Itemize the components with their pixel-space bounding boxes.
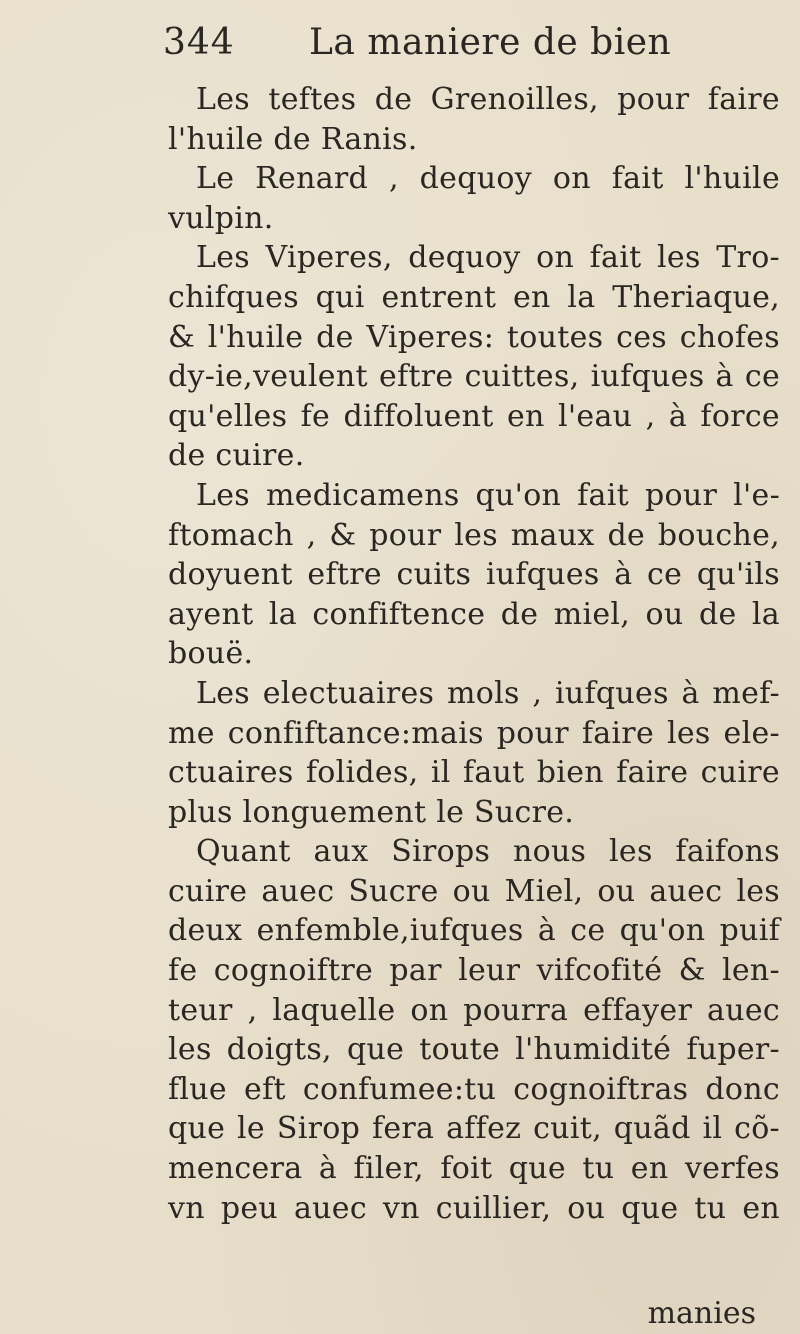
text-line: mencera à filer, foit que tu en verfes (168, 1151, 780, 1187)
text-line: les doigts, que toute l'humidité fuper- (168, 1032, 780, 1068)
text-line: ayent la confiftence de miel, ou de la (168, 596, 780, 632)
running-head: La maniere de bien (309, 22, 672, 63)
text-line: teur , laquelle on pourra effayer auec (168, 992, 780, 1028)
text-line: Le Renard , dequoy on fait l'huile (196, 161, 780, 197)
body-text (168, 80, 780, 1228)
text-line: chifques qui entrent en la Theriaque, (168, 279, 780, 315)
text-line: doyuent eftre cuits iufques à ce qu'ils (168, 557, 780, 593)
text-line: & l'huile de Viperes: toutes ces chofes (168, 319, 780, 355)
text-line: dy-ie,veulent eftre cuittes, iufques à ce (168, 359, 780, 395)
text-line: Les Viperes, dequoy on fait les Tro- (196, 240, 780, 276)
text-line: ftomach , & pour les maux de bouche, (168, 517, 780, 553)
text-line: vn peu auec vn cuillier, ou que tu en (168, 1190, 780, 1226)
text-line: me confiftance:mais pour faire les ele- (168, 715, 780, 751)
text-line: Les teftes de Grenoilles, pour faire (196, 82, 780, 117)
text-line: plus longuement le Sucre. (168, 794, 575, 830)
text-line: de cuire. (168, 438, 305, 474)
catchword: manies (647, 1296, 756, 1331)
page-header (163, 22, 763, 72)
text-line: deux enfemble,iufques à ce qu'on puif (168, 913, 780, 949)
text-line: Les electuaires mols , iufques à mef- (196, 675, 780, 711)
text-line: l'huile de Ranis. (168, 121, 418, 157)
text-line: cuire auec Sucre ou Miel, ou auec les (168, 873, 780, 909)
text-line: flue eft confumee:tu cognoiftras donc (168, 1071, 780, 1107)
page-number: 344 (163, 22, 235, 63)
text-line: Les medicamens qu'on fait pour l'e- (196, 477, 780, 513)
text-line: que le Sirop fera affez cuit, quãd il cõ- (168, 1111, 780, 1147)
text-line: Quant aux Sirops nous les faifons (196, 834, 780, 870)
text-line: fe cognoiftre par leur vifcofité & len- (168, 953, 780, 989)
text-line: qu'elles fe diffoluent en l'eau , à force (168, 398, 780, 434)
text-line: vulpin. (168, 200, 274, 236)
text-line: ctuaires folides, il faut bien faire cuire (168, 755, 780, 791)
text-line: bouë. (168, 636, 254, 672)
